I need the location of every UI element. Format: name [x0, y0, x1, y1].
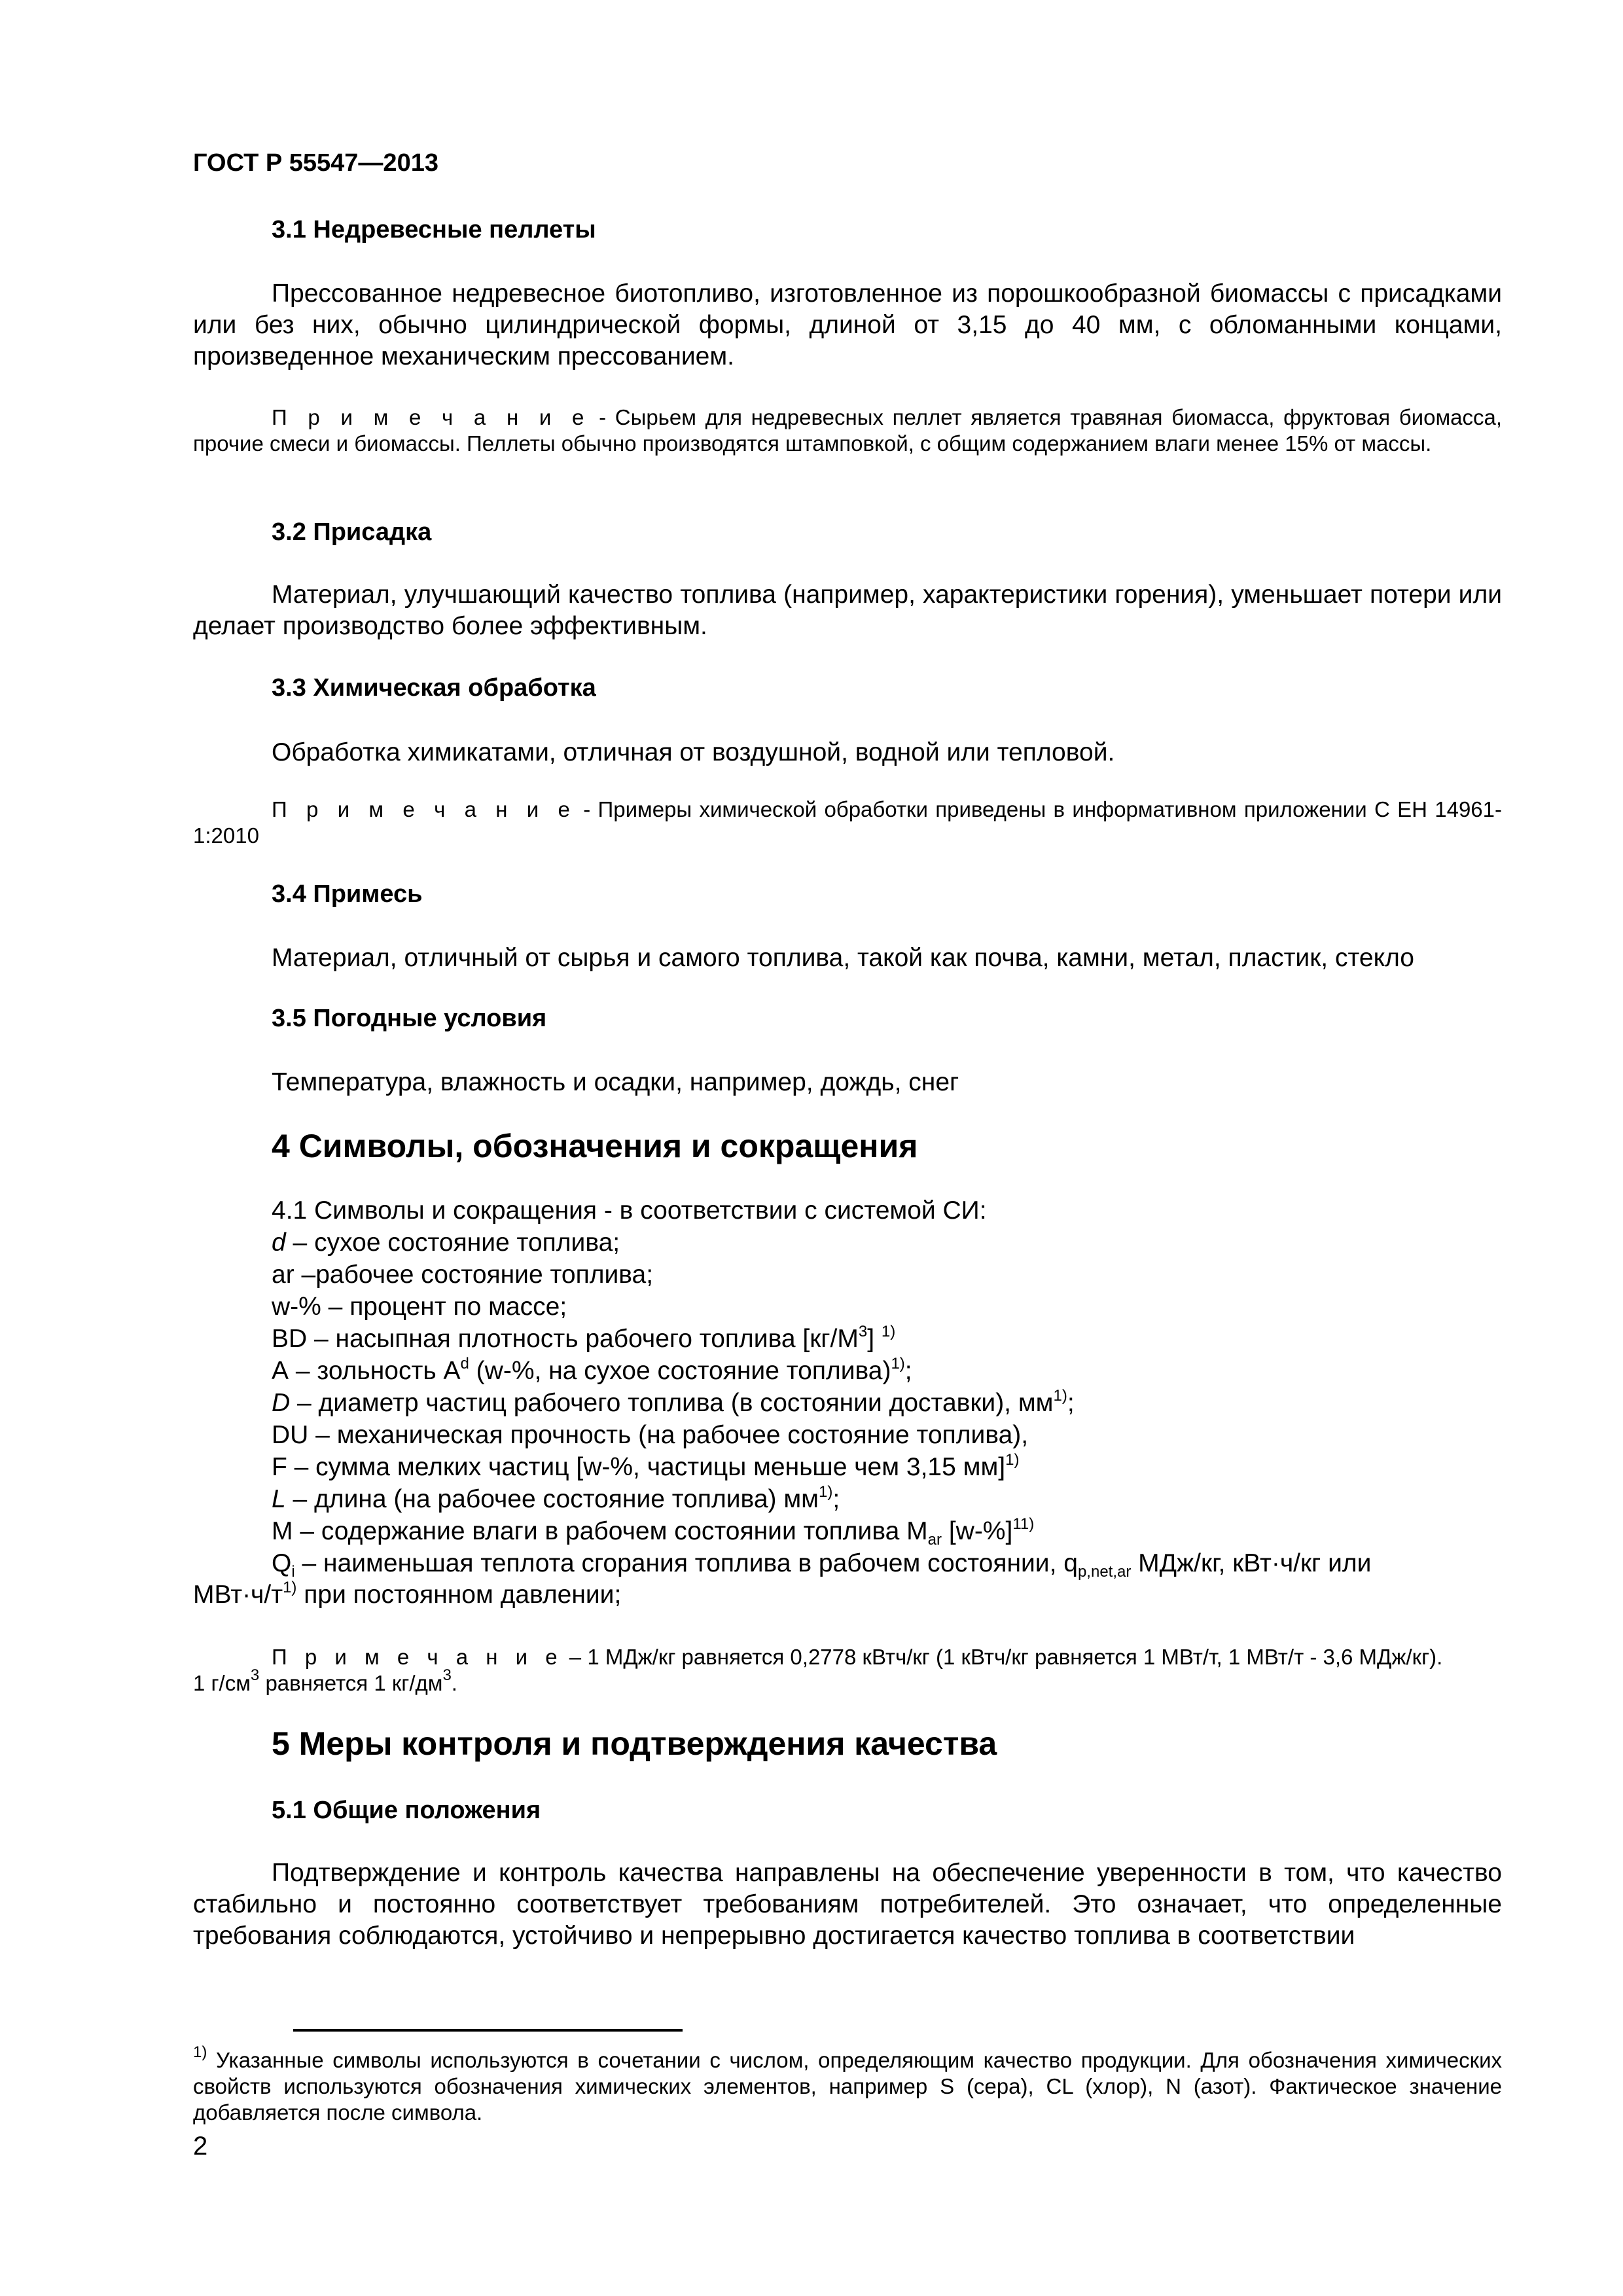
- footnote-ref: 1): [1005, 1451, 1020, 1469]
- symbol-a-desc: А – зольность А: [272, 1357, 461, 1385]
- symbol-row-w: w-% – процент по массе;: [272, 1293, 567, 1321]
- symbol-row-a: [272, 1355, 1075, 1387]
- section-3-2-heading: 3.2 Присадка: [272, 518, 432, 546]
- section-3-3-text: Обработка химикатами, отличная от воздушной, водной или тепловой.: [272, 738, 1115, 766]
- symbol-row-m: [272, 1515, 1075, 1547]
- symbol-bd-desc: BD – насыпная плотность рабочего топлива [кг/М: [272, 1325, 859, 1353]
- symbol-m-desc: М – содержание влаги в рабочем состоянии топлива М: [272, 1517, 928, 1545]
- section-5-1-heading: 5.1 Общие положения: [272, 1797, 541, 1824]
- section-5-heading: 5 Меры контроля и подтверждения качества: [272, 1725, 997, 1762]
- symbol-row-du: DU – механическая прочность (на рабочее состояние топлива),: [272, 1421, 1029, 1449]
- superscript: 3: [858, 1323, 868, 1340]
- symbol-bd-close: ]: [867, 1325, 882, 1353]
- note-text-3: равняется 1 кг/дм: [259, 1671, 443, 1695]
- note-text: - Сырьем для недревесных пеллет является травяная биомасса, фруктовая биомасса, прочие смеси и биомассы. Пеллеты обычно производятся штамповкой, с общим содержанием влаги менее 15% от массы.: [193, 405, 1503, 456]
- footnote-ref: 1): [891, 1355, 905, 1372]
- section-3-1-text: Прессованное недревесное биотопливо, изготовленное из порошкообразной биомассы с присадками или без них, обычно цилиндрической формы, длиной от 3,15 до 40 мм, с обломанными концами, произведенное механическим прессованием.: [193, 279, 1502, 370]
- symbol-a-desc-2: (w-%, на сухое состояние топлива): [469, 1357, 891, 1385]
- symbol-q-desc-3: при постоянном давлении;: [296, 1581, 622, 1609]
- superscript: 3: [250, 1666, 260, 1684]
- section-3-1-heading: 3.1 Недревесные пеллеты: [272, 216, 596, 243]
- section-3-2-text: Материал, улучшающий качество топлива (например, характеристики горения), уменьшает потери или делает производство более эффективным.: [193, 581, 1502, 640]
- section-4-note: [193, 1644, 1502, 1696]
- symbol-m-desc-2: [w-%]: [941, 1517, 1013, 1545]
- symbol-f-desc: F – сумма мелких частиц [w-%, частицы меньше чем 3,15 мм]: [272, 1453, 1006, 1481]
- section-4-heading: 4 Символы, обозначения и сокращения: [272, 1128, 918, 1164]
- section-3-5-heading: 3.5 Погодные условия: [272, 1005, 547, 1032]
- symbol-L-desc: – длина (на рабочее состояние топлива) мм: [285, 1485, 819, 1513]
- footnote: [193, 2043, 1502, 2126]
- note-text: – 1 МДж/кг равняется 0,2778 кВтч/кг (1 кВтч/кг равняется 1 МВт/т, 1 МВт/т - 3,6 МДж/кг).: [563, 1645, 1443, 1669]
- symbol-row-d: [272, 1227, 1075, 1259]
- symbol-row-q: [193, 1548, 1502, 1611]
- symbol-row-bd: [272, 1323, 1075, 1355]
- section-3-5-text: Температура, влажность и осадки, например, дождь, снег: [272, 1068, 959, 1096]
- symbol-q-desc: – наименьшая теплота сгорания топлива в рабочем состоянии, q: [294, 1549, 1078, 1577]
- symbol-d-desc: – сухое состояние топлива;: [285, 1229, 620, 1257]
- symbol-q-line-2: [193, 1581, 621, 1609]
- document-header: ГОСТ Р 55547—2013: [193, 149, 438, 177]
- symbol-q-desc-2: МДж/кг, кВт·ч/кг или: [1131, 1549, 1372, 1577]
- symbol-q-unit: МВт·ч/т: [193, 1581, 283, 1609]
- symbol-row-ar: ar –рабочее состояние топлива;: [272, 1261, 654, 1289]
- note-label: П р и м е ч а н и е: [272, 797, 576, 821]
- note-label: П р и м е ч а н и е: [272, 405, 590, 429]
- footnote-separator: [293, 2029, 683, 2032]
- subscript: i: [291, 1563, 295, 1581]
- section-5-1-text: Подтверждение и контроль качества направлены на обеспечение уверенности в том, что качество стабильно и постоянно соответствует требованиям потребителей. Это означает, что определенные требования соблюдаются, устойчиво и непрерывно достигается качество топлива в соответствии: [193, 1859, 1502, 1950]
- footnote-ref: 1): [283, 1579, 297, 1596]
- symbol-row-L: [272, 1483, 1075, 1515]
- symbol-q: Q: [272, 1549, 292, 1577]
- symbols-intro: 4.1 Символы и сокращения - в соответствии с системой СИ:: [272, 1196, 987, 1225]
- note-text-4: .: [451, 1671, 457, 1695]
- symbol-D: D: [272, 1389, 291, 1417]
- footnote-ref: 1): [1053, 1387, 1067, 1405]
- section-3-3-heading: 3.3 Химическая обработка: [272, 674, 596, 702]
- symbol-row-f: [272, 1451, 1075, 1483]
- symbol-D-end: ;: [1067, 1389, 1075, 1417]
- symbols-list: [272, 1194, 1075, 1547]
- superscript: 3: [442, 1666, 452, 1684]
- footnote-ref: 11): [1012, 1515, 1035, 1533]
- symbol-row-D: [272, 1387, 1075, 1419]
- footnote-ref: 1): [818, 1483, 833, 1501]
- symbol-d: d: [272, 1229, 286, 1257]
- subscript: ar: [927, 1531, 942, 1549]
- page-number: 2: [193, 2132, 208, 2161]
- note-text-2: 1 г/см: [193, 1671, 251, 1695]
- superscript: d: [460, 1355, 469, 1372]
- symbol-L-end: ;: [832, 1485, 840, 1513]
- section-3-4-heading: 3.4 Примесь: [272, 880, 423, 908]
- symbol-q-line-1: [193, 1548, 1502, 1579]
- section-3-1-note: [193, 404, 1502, 457]
- symbol-a-end: ;: [904, 1357, 912, 1385]
- footnote-text: Указанные символы используются в сочетании с числом, определяющим качество продукции. Для обозначения химических свойств используются обозначения химических элементов, например S (сера), CL (хлор), N (азот). Фактическое значение добавляется после символа.: [193, 2048, 1502, 2125]
- subscript: p,net,ar: [1077, 1563, 1132, 1581]
- section-3-3-note: [193, 797, 1502, 849]
- section-3-4-text: Материал, отличный от сырья и самого топлива, такой как почва, камни, метал, пластик, стекло: [272, 944, 1414, 972]
- symbol-D-desc: – диаметр частиц рабочего топлива (в состоянии доставки), мм: [290, 1389, 1054, 1417]
- footnote-ref: 1): [881, 1323, 896, 1340]
- symbol-L: L: [272, 1485, 286, 1513]
- note-text: - Примеры химической обработки приведены в информативном приложении С ЕН 14961-1:2010: [193, 797, 1503, 848]
- footnote-mark: 1): [193, 2043, 207, 2061]
- note-label: П р и м е ч а н и е: [272, 1645, 563, 1669]
